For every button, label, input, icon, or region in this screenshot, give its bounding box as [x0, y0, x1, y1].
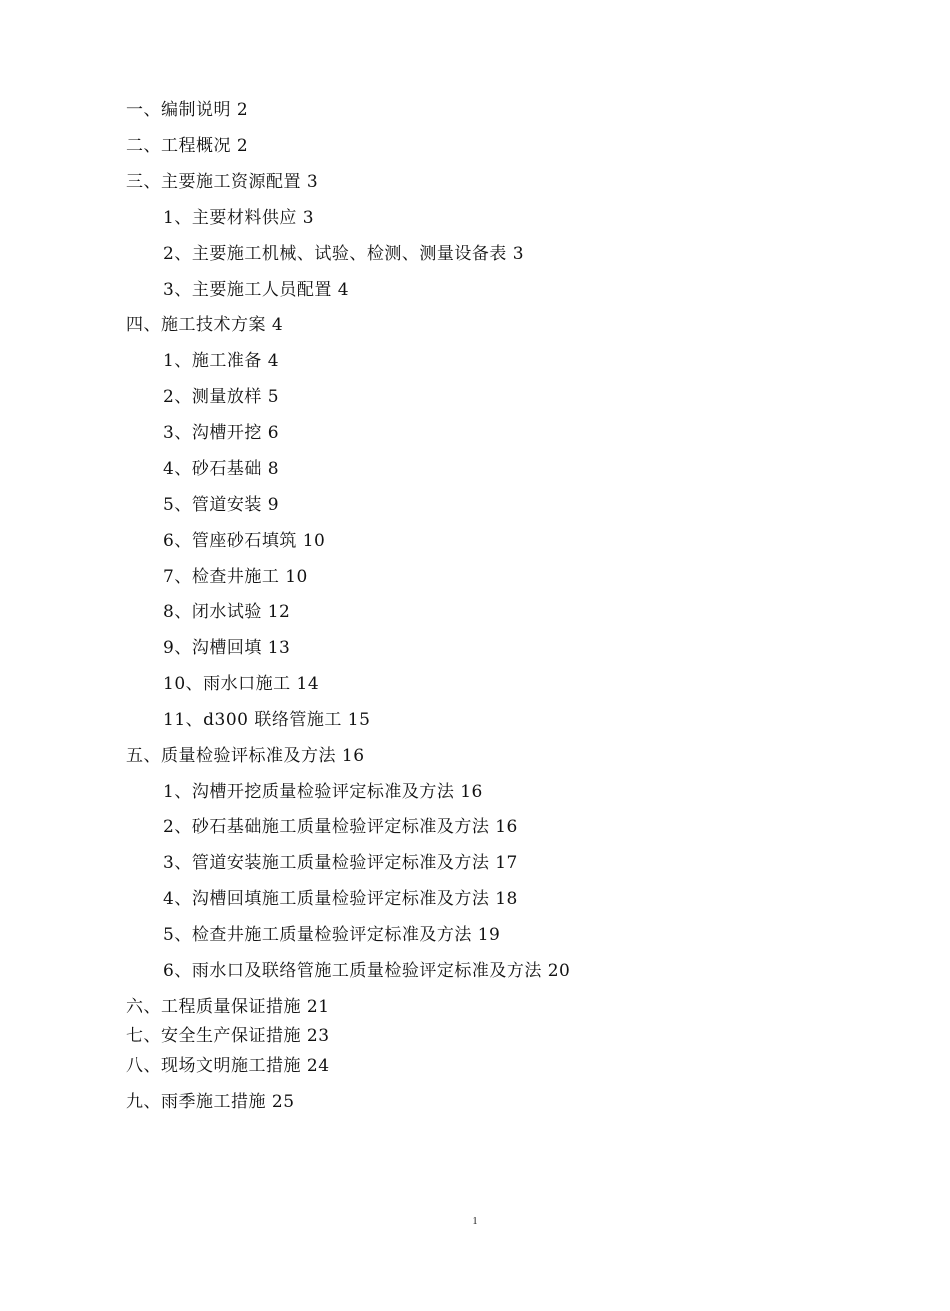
toc-subentry: 4、砂石基础 8 — [163, 459, 280, 479]
toc-subentry: 3、管道安装施工质量检验评定标准及方法 17 — [163, 853, 518, 873]
toc-subentry: 11、d300 联络管施工 15 — [163, 710, 371, 730]
toc-subentry: 8、闭水试验 12 — [163, 602, 291, 622]
toc-subentry: 5、管道安装 9 — [163, 495, 280, 515]
toc-entry: 八、现场文明施工措施 24 — [126, 1056, 330, 1076]
toc-subentry: 3、主要施工人员配置 4 — [163, 280, 350, 300]
toc-subentry: 6、管座砂石填筑 10 — [163, 531, 326, 551]
toc-subentry: 2、测量放样 5 — [163, 387, 280, 407]
toc-entry: 一、编制说明 2 — [126, 100, 249, 120]
toc-subentry: 2、砂石基础施工质量检验评定标准及方法 16 — [163, 817, 518, 837]
toc-entry: 四、施工技术方案 4 — [126, 315, 284, 335]
toc-subentry: 5、检查井施工质量检验评定标准及方法 19 — [163, 925, 501, 945]
toc-entry: 五、质量检验评标准及方法 16 — [126, 746, 365, 766]
toc-subentry: 1、主要材料供应 3 — [163, 208, 315, 228]
toc-entry: 二、工程概况 2 — [126, 136, 249, 156]
toc-subentry: 10、雨水口施工 14 — [163, 674, 320, 694]
toc-subentry: 1、沟槽开挖质量检验评定标准及方法 16 — [163, 782, 483, 802]
toc-subentry: 9、沟槽回填 13 — [163, 638, 291, 658]
toc-entry: 九、雨季施工措施 25 — [126, 1092, 295, 1112]
toc-subentry: 3、沟槽开挖 6 — [163, 423, 280, 443]
toc-subentry: 4、沟槽回填施工质量检验评定标准及方法 18 — [163, 889, 518, 909]
toc-entry: 七、安全生产保证措施 23 — [126, 1026, 330, 1046]
toc-entry: 六、工程质量保证措施 21 — [126, 997, 330, 1017]
toc-entry: 三、主要施工资源配置 3 — [126, 172, 319, 192]
toc-subentry: 1、施工准备 4 — [163, 351, 280, 371]
page-number: 1 — [472, 1216, 478, 1227]
toc-subentry: 6、雨水口及联络管施工质量检验评定标准及方法 20 — [163, 961, 571, 981]
toc-subentry: 2、主要施工机械、试验、检测、测量设备表 3 — [163, 244, 525, 264]
toc-subentry: 7、检查井施工 10 — [163, 567, 308, 587]
